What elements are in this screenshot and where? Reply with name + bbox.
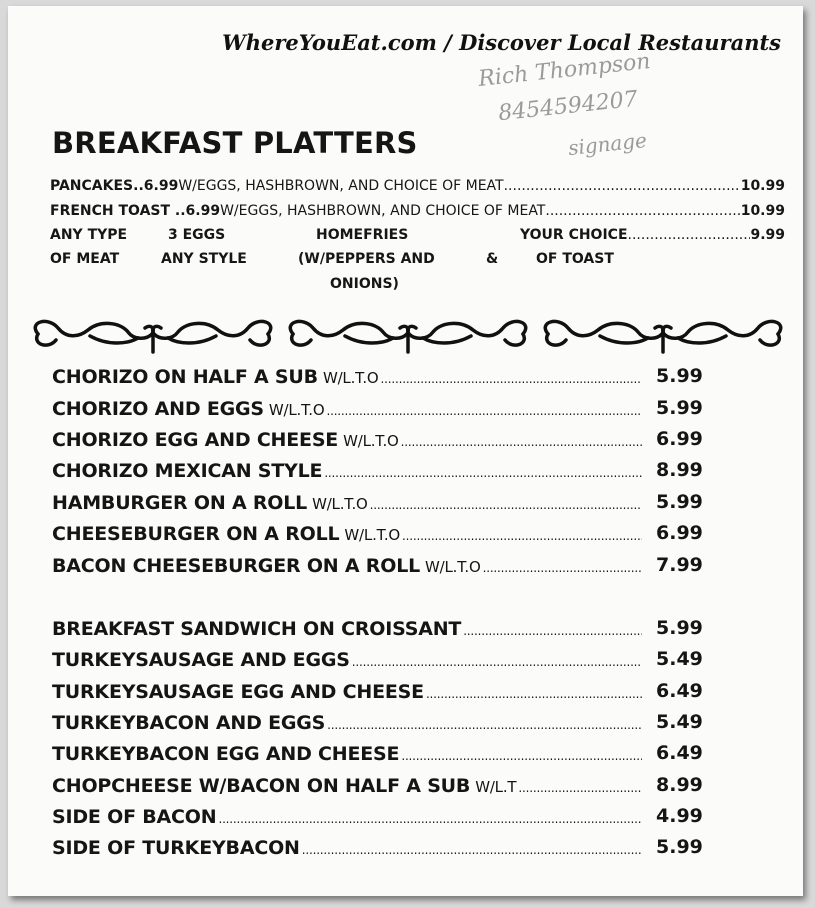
menu-item: [52, 366, 642, 388]
scroll-divider: [28, 312, 788, 356]
item-name: CHORIZO AND EGGS: [52, 398, 264, 420]
item-price: 5.99: [656, 397, 703, 419]
item-name: CHEESEBURGER ON A ROLL: [52, 523, 340, 545]
dot-leader: [504, 178, 741, 194]
dot-leader: [402, 529, 642, 543]
menu-item: [52, 743, 642, 765]
dot-leader: [324, 466, 642, 480]
item-name: TURKEYSAUSAGE AND EGGS: [52, 649, 350, 671]
item-name: BREAKFAST SANDWICH ON CROISSANT: [52, 618, 462, 640]
item-name: CHORIZO EGG AND CHEESE: [52, 429, 339, 451]
dot-leader: [518, 781, 642, 795]
item-name: CHORIZO ON HALF A SUB: [52, 366, 318, 388]
platter-name: PANCAKES..6.99: [50, 178, 179, 194]
platter-price: 10.99: [740, 178, 785, 194]
item-price: 5.49: [656, 711, 703, 733]
section-title: BREAKFAST PLATTERS: [52, 126, 418, 160]
menu-item: [52, 618, 642, 640]
dot-leader: [483, 561, 642, 575]
platter-desc: W/EGGS, HASHBROWN, AND CHOICE OF MEAT: [220, 203, 546, 219]
item-price: 5.99: [656, 617, 703, 639]
dot-leader: [463, 624, 642, 638]
menu-item: [52, 492, 642, 514]
item-suffix: W/L.T.O: [344, 526, 400, 544]
item-name: TURKEYBACON EGG AND CHEESE: [52, 743, 400, 765]
menu-item: [52, 523, 642, 545]
menu-page: [8, 6, 803, 896]
menu-item: [52, 806, 642, 828]
item-suffix: W/L.T: [475, 778, 517, 796]
item-suffix: W/L.T.O: [312, 495, 368, 513]
item-price: 7.99: [656, 554, 703, 576]
item-price: 6.99: [656, 522, 703, 544]
item-name: SIDE OF BACON: [52, 806, 217, 828]
item-price: 5.99: [656, 491, 703, 513]
menu-item: [52, 649, 642, 671]
dot-leader: [327, 718, 642, 732]
dot-leader: [545, 203, 740, 219]
item-price: 6.99: [656, 428, 703, 450]
grid-ampersand: &: [486, 251, 499, 267]
menu-item: [52, 681, 642, 703]
dot-leader: [628, 227, 751, 243]
handwritten-note: signage: [566, 127, 648, 161]
handwritten-phone: 8454594207: [497, 86, 639, 127]
grid-homefries-3: ONIONS): [330, 276, 399, 292]
item-suffix: W/L.T.O: [268, 401, 325, 419]
grid-homefries-2: (W/PEPPERS AND: [298, 251, 435, 267]
dot-leader: [302, 843, 642, 857]
platter-desc: W/EGGS, HASHBROWN, AND CHOICE OF MEAT: [178, 178, 504, 194]
watermark: WhereYouEat.com / Discover Local Restaurants: [222, 30, 781, 55]
menu-item: [52, 775, 642, 797]
menu-item: [52, 398, 642, 420]
grid-meat-2: OF MEAT: [50, 251, 120, 267]
grid-eggs: 3 EGGS: [168, 227, 226, 243]
item-name: CHOPCHEESE W/BACON ON HALF A SUB: [52, 775, 471, 797]
item-name: TURKEYBACON AND EGGS: [52, 712, 326, 734]
item-price: 5.99: [656, 836, 703, 858]
platter-price: 10.99: [740, 203, 785, 219]
dot-leader: [401, 435, 642, 449]
dot-leader: [218, 812, 642, 826]
grid-choice-row: [520, 227, 785, 243]
item-price: 5.49: [656, 648, 703, 670]
grid-homefries: HOMEFRIES: [316, 227, 409, 243]
item-price: 4.99: [656, 805, 703, 827]
item-price: 5.99: [656, 365, 703, 387]
platter-row: [50, 178, 785, 194]
grid-choice: YOUR CHOICE: [520, 227, 628, 243]
dot-leader: [326, 404, 642, 418]
grid-price: 9.99: [750, 227, 785, 243]
item-name: TURKEYSAUSAGE EGG AND CHEESE: [52, 681, 424, 703]
item-name: BACON CHEESEBURGER ON A ROLL: [52, 555, 421, 577]
item-suffix: W/L.T.O: [322, 369, 379, 387]
dot-leader: [381, 372, 642, 386]
item-price: 6.49: [656, 742, 703, 764]
menu-item: [52, 712, 642, 734]
dot-leader: [352, 655, 642, 669]
item-price: 6.49: [656, 680, 703, 702]
item-suffix: W/L.T.O: [343, 432, 399, 450]
grid-toast: OF TOAST: [536, 251, 614, 267]
dot-leader: [426, 687, 642, 701]
dot-leader: [370, 498, 642, 512]
menu-item: [52, 429, 642, 451]
item-name: SIDE OF TURKEYBACON: [52, 837, 300, 859]
item-name: HAMBURGER ON A ROLL: [52, 492, 308, 514]
item-name: CHORIZO MEXICAN STYLE: [52, 460, 323, 482]
grid-meat: ANY TYPE: [50, 227, 128, 243]
menu-item: [52, 837, 642, 859]
menu-item: [52, 555, 642, 577]
item-price: 8.99: [656, 459, 703, 481]
item-price: 8.99: [656, 774, 703, 796]
handwritten-name: Rich Thompson: [477, 49, 652, 92]
platter-name: FRENCH TOAST ..6.99: [50, 203, 221, 219]
menu-item: [52, 460, 642, 482]
platter-row: [50, 203, 785, 219]
item-suffix: W/L.T.O: [425, 558, 481, 576]
dot-leader: [401, 749, 642, 763]
grid-eggs-2: ANY STYLE: [161, 251, 247, 267]
